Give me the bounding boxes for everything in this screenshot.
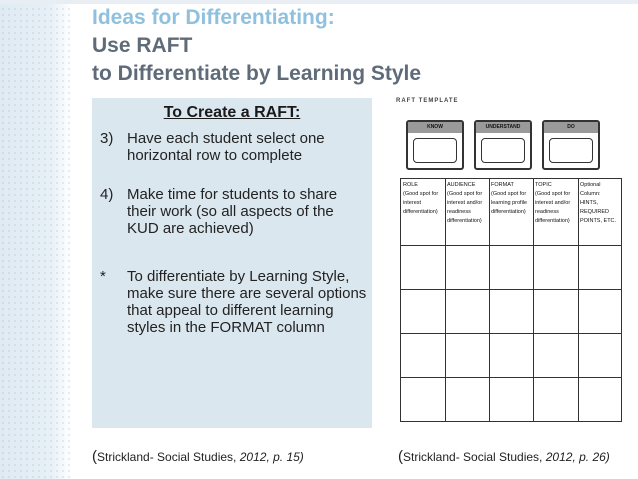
item-marker: 4) — [100, 186, 114, 203]
citation-right — [398, 448, 610, 465]
list-item — [100, 130, 372, 166]
kud-field — [481, 138, 525, 163]
grid-line — [401, 289, 621, 290]
title-line-1: Ideas for Differentiating: — [92, 6, 335, 29]
grid-line — [401, 377, 621, 378]
item-marker: 3) — [100, 130, 114, 147]
column-header-role — [401, 179, 445, 245]
grid-line — [401, 245, 621, 246]
citation-author: Strickland- Social Studies, — [403, 450, 543, 464]
kud-head: UNDERSTAND — [476, 122, 530, 133]
instructions-box — [92, 98, 372, 428]
raft-template-label: RAFT TEMPLATE — [396, 98, 459, 104]
title-line-2: Use RAFT — [92, 34, 193, 57]
column-header-topic — [533, 179, 578, 245]
box-heading-text: To Create a RAFT: — [163, 104, 301, 121]
grid-line — [401, 333, 621, 334]
citation-open: ( — [398, 448, 403, 465]
kud-box-do — [542, 120, 600, 170]
grid-line — [489, 179, 490, 421]
kud-head: KNOW — [408, 122, 462, 133]
grid-line — [578, 179, 579, 421]
grid-line — [533, 179, 534, 421]
column-name: ROLE — [403, 182, 418, 188]
box-heading — [92, 104, 372, 122]
column-name: FORMAT — [491, 182, 514, 188]
column-name: TOPIC — [535, 182, 552, 188]
item-text: Make time for students to share their work (so all aspects of the KUD are achieved) — [127, 186, 338, 237]
kud-field — [413, 138, 457, 163]
raft-template-image — [390, 98, 630, 428]
column-note: (Good spot for interest and/or readiness differentiation) — [447, 191, 483, 224]
column-header-format — [489, 179, 533, 245]
item-text: Have each student select one horizontal row to complete — [127, 130, 325, 164]
column-note: (Good spot for learning profile differentiation) — [491, 191, 528, 215]
list-item — [100, 186, 372, 240]
kud-box-understand — [474, 120, 532, 170]
list-item — [100, 268, 372, 358]
decorative-sidebar — [0, 0, 72, 479]
citation-left — [92, 448, 304, 465]
kud-head: DO — [544, 122, 598, 133]
citation-detail: 2012, p. 15) — [239, 450, 304, 464]
citation-detail: 2012, p. 26) — [545, 450, 610, 464]
title-line-3: to Differentiate by Learning Style — [92, 62, 422, 85]
column-header-optional — [578, 179, 623, 245]
kud-field — [549, 138, 593, 163]
column-header-audience — [445, 179, 489, 245]
raft-grid — [400, 178, 622, 422]
column-name: Optional Column: — [580, 182, 601, 197]
column-name: AUDIENCE — [447, 182, 476, 188]
grid-line — [445, 179, 446, 421]
citation-open: ( — [92, 448, 97, 465]
citation-author: Strickland- Social Studies, — [97, 450, 237, 464]
column-note: HINTS, REQUIRED POINTS, ETC. — [580, 200, 617, 224]
item-text: To differentiate by Learning Style, make sure there are several options that appeal to different learning styles in the FORMAT column — [127, 268, 367, 336]
column-note: (Good spot for interest differentiation) — [403, 191, 439, 215]
slide-title — [92, 4, 421, 88]
column-note: (Good spot for interest and/or readiness differentiation) — [535, 191, 571, 224]
item-marker: * — [100, 268, 106, 285]
kud-box-know — [406, 120, 464, 170]
